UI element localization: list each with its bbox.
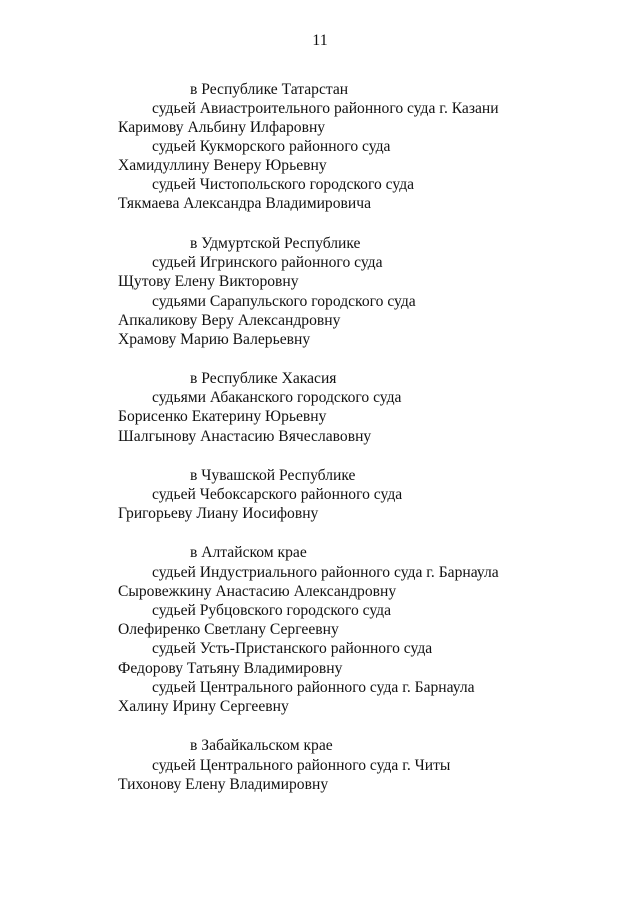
court-line: судьей Кукморского районного суда [152, 138, 391, 155]
judge-name: Каримову Альбину Илфаровну [118, 119, 326, 136]
region-heading: в Республике Хакасия [190, 370, 337, 387]
court-line: судьей Усть-Пристанского районного суда [152, 640, 433, 657]
judge-name: Сыровежкину Анастасию Александровну [118, 583, 397, 600]
court-line: судьей Индустриального районного суда г. Барнаула [152, 564, 499, 581]
court-line: судьей Рубцовского городского суда [152, 602, 392, 619]
judge-name: Тихонову Елену Владимировну [118, 776, 329, 793]
court-line: судьей Центрального районного суда г. Читы [152, 757, 451, 774]
judge-name: Халину Ирину Сергеевну [118, 698, 289, 715]
judge-name: Хамидуллину Венеру Юрьевну [118, 157, 327, 174]
region-heading: в Удмуртской Республике [190, 235, 361, 252]
court-line: судьей Авиастроительного районного суда г. Казани [152, 100, 499, 117]
region-heading: в Чувашской Республике [190, 467, 356, 484]
judge-name: Щутову Елену Викторовну [118, 273, 299, 290]
judge-name: Тякмаева Александра Владимировича [118, 195, 372, 212]
court-line: судьями Сарапульского городского суда [152, 293, 416, 310]
judge-name: Апкаликову Веру Александровну [118, 312, 341, 329]
judge-name: Шалгынову Анастасию Вячеславовну [118, 428, 372, 445]
region-heading: в Республике Татарстан [190, 81, 349, 98]
region-heading: в Забайкальском крае [190, 737, 333, 754]
judge-name: Федорову Татьяну Владимировну [118, 660, 343, 677]
court-line: судьей Чистопольского городского суда [152, 176, 415, 193]
page-number: 11 [312, 32, 328, 49]
judge-name: Храмову Марию Валерьевну [118, 331, 311, 348]
judge-name: Олефиренко Светлану Сергеевну [118, 621, 339, 638]
region-heading: в Алтайском крае [190, 544, 307, 561]
court-line: судьей Чебоксарского районного суда [152, 486, 403, 503]
court-line: судьями Абаканского городского суда [152, 389, 402, 406]
judge-name: Борисенко Екатерину Юрьевну [118, 408, 327, 425]
court-line: судьей Игринского районного суда [152, 254, 383, 271]
judge-name: Григорьеву Лиану Иосифовну [118, 505, 319, 522]
court-line: судьей Центрального районного суда г. Барнаула [152, 679, 475, 696]
